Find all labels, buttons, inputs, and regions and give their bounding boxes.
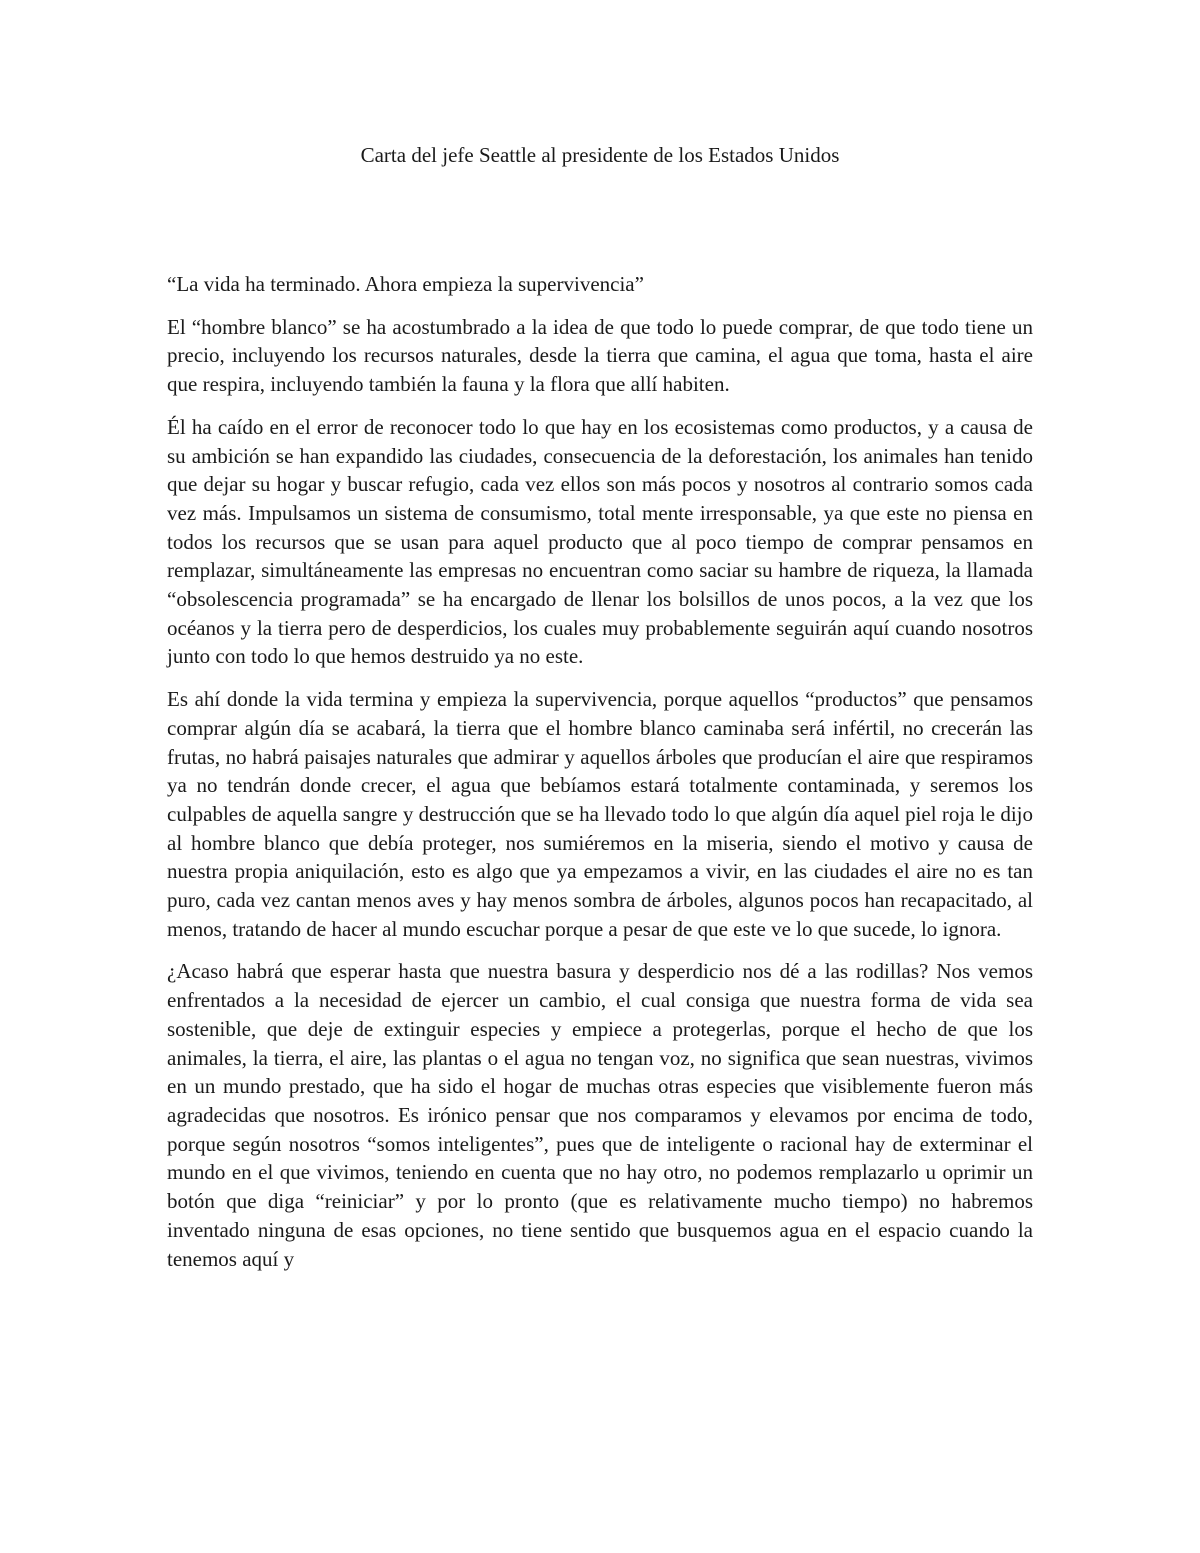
paragraph: El “hombre blanco” se ha acostumbrado a la idea de que todo lo puede comprar, de que todo tiene un precio, incluyendo los recursos naturales, desde la tierra que camina, el agua que toma, hasta el aire que respira, incluyendo también la fauna y la flora que allí habiten. <box>167 314 1033 397</box>
document-subtitle: “La vida ha terminado. Ahora empieza la supervivencia” <box>167 272 644 296</box>
document-body <box>167 270 1033 1287</box>
paragraph: ¿Acaso habrá que esperar hasta que nuestra basura y desperdicio nos dé a las rodillas? Nos vemos enfrentados a la necesidad de ejercer un cambio, el cual consiga que nuestra forma de vida sea sostenible, que deje de extinguir especies y empiece a protegerlas, porque el hecho de que los animales, la tierra, el aire, las plantas o el agua no tengan voz, no significa que sean nuestras, vivimos en un mundo prestado, que ha sido el hogar de muchas otras especies que visiblemente fueron más agradecidas que nosotros. Es irónico pensar que nos comparamos y elevamos por encima de todo, porque según nosotros “somos inteligentes”, pues que de inteligente o racional hay de exterminar el mundo en el que vivimos, teniendo en cuenta que no hay otro, no podemos remplazarlo u oprimir un botón que diga “reiniciar” y por lo pronto (que es relativamente mucho tiempo) no habremos inventado ninguna de esas opciones, no tiene sentido que busquemos agua en el espacio cuando la tenemos aquí y <box>167 959 1033 1271</box>
paragraph: Es ahí donde la vida termina y empieza la supervivencia, porque aquellos “productos” que pensamos comprar algún día se acabará, la tierra que el hombre blanco caminaba será infértil, no crecerán las frutas, no habrá paisajes naturales que admirar y aquellos árboles que producían el aire que respiramos ya no tendrán donde crecer, el agua que bebíamos estará totalmente contaminada, y seremos los culpables de aquella sangre y destrucción que se ha llevado todo lo que algún día aquel piel roja le dijo al hombre blanco que debía proteger, nos sumiéremos en la miseria, siendo el motivo y causa de nuestra propia aniquilación, esto es algo que ya empezamos a vivir, en las ciudades el aire no es tan puro, cada vez cantan menos aves y hay menos sombra de árboles, algunos pocos han recapacitado, al menos, tratando de hacer al mundo escuchar porque a pesar de que este ve lo que sucede, lo ignora. <box>167 687 1033 941</box>
paragraph: Él ha caído en el error de reconocer todo lo que hay en los ecosistemas como productos, y a causa de su ambición se han expandido las ciudades, consecuencia de la deforestación, los animales han tenido que dejar su hogar y buscar refugio, cada vez ellos son más pocos y nosotros al contrario somos cada vez más. Impulsamos un sistema de consumismo, total mente irresponsable, ya que este no piensa en todos los recursos que se usan para aquel producto que al poco tiempo de comprar pensamos en remplazar, simultáneamente las empresas no encuentran como saciar su hambre de riqueza, la llamada “obsolescencia programada” se ha encargado de llenar los bolsillos de unos pocos, a la vez que los océanos y la tierra pero de desperdicios, los cuales muy probablemente seguirán aquí cuando nosotros junto con todo lo que hemos destruido ya no este. <box>167 414 1033 669</box>
document-title: Carta del jefe Seattle al presidente de los Estados Unidos <box>360 143 840 167</box>
